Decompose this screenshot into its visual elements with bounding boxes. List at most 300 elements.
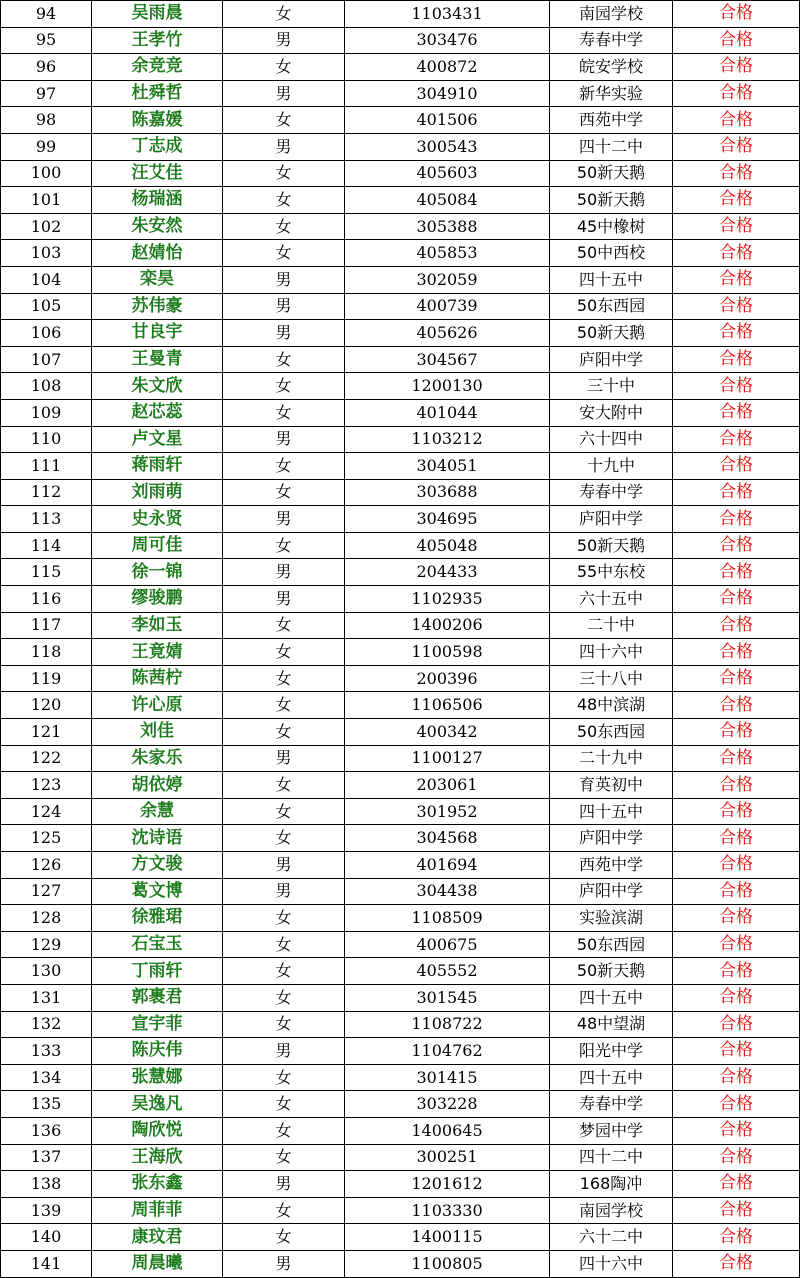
school-name-cell: 四十五中 (550, 984, 673, 1011)
table-row (1, 1250, 800, 1277)
student-name-cell: 郭裹君 (92, 984, 223, 1011)
school-name-cell: 168陶冲 (550, 1171, 673, 1198)
student-name-cell: 甘良宇 (92, 320, 223, 347)
table-row (1, 825, 800, 852)
result-status-cell: 合格 (673, 54, 800, 81)
table-row (1, 453, 800, 480)
row-number-cell: 134 (1, 1064, 92, 1091)
school-name-cell: 二十九中 (550, 745, 673, 772)
row-number-cell: 111 (1, 453, 92, 480)
school-name-cell: 50新天鹅 (550, 532, 673, 559)
result-status-cell: 合格 (673, 240, 800, 267)
table-row (1, 1224, 800, 1251)
school-name-cell: 四十二中 (550, 1144, 673, 1171)
result-status-cell: 合格 (673, 931, 800, 958)
student-id-cell: 1108509 (345, 905, 550, 932)
row-number-cell: 108 (1, 373, 92, 400)
row-number-cell: 127 (1, 878, 92, 905)
result-status-cell: 合格 (673, 80, 800, 107)
student-name-cell: 蒋雨轩 (92, 453, 223, 480)
table-row (1, 1117, 800, 1144)
table-row (1, 399, 800, 426)
table-row (1, 54, 800, 81)
table-row (1, 266, 800, 293)
student-name-cell: 周菲菲 (92, 1197, 223, 1224)
result-status-cell: 合格 (673, 532, 800, 559)
row-number-cell: 140 (1, 1224, 92, 1251)
result-status-cell: 合格 (673, 878, 800, 905)
gender-cell: 女 (223, 984, 345, 1011)
school-name-cell: 48中滨湖 (550, 692, 673, 719)
row-number-cell: 141 (1, 1250, 92, 1277)
result-status-cell: 合格 (673, 1250, 800, 1277)
school-name-cell: 南园学校 (550, 1197, 673, 1224)
table-row (1, 373, 800, 400)
gender-cell: 男 (223, 80, 345, 107)
school-name-cell: 西苑中学 (550, 107, 673, 134)
gender-cell: 女 (223, 54, 345, 81)
student-id-cell: 405626 (345, 320, 550, 347)
student-id-cell: 401044 (345, 399, 550, 426)
gender-cell: 男 (223, 878, 345, 905)
gender-cell: 女 (223, 1, 345, 28)
school-name-cell: 四十二中 (550, 133, 673, 160)
result-status-cell: 合格 (673, 745, 800, 772)
school-name-cell: 六十四中 (550, 426, 673, 453)
table-row (1, 320, 800, 347)
student-id-cell: 1103330 (345, 1197, 550, 1224)
gender-cell: 男 (223, 852, 345, 879)
row-number-cell: 136 (1, 1117, 92, 1144)
result-status-cell: 合格 (673, 1171, 800, 1198)
student-id-cell: 1108722 (345, 1011, 550, 1038)
result-status-cell: 合格 (673, 506, 800, 533)
table-row (1, 187, 800, 214)
student-name-cell: 王竟婧 (92, 639, 223, 666)
student-name-cell: 沈诗语 (92, 825, 223, 852)
gender-cell: 女 (223, 399, 345, 426)
table-row (1, 107, 800, 134)
gender-cell: 男 (223, 506, 345, 533)
school-name-cell: 三十八中 (550, 665, 673, 692)
result-status-cell: 合格 (673, 293, 800, 320)
result-status-cell: 合格 (673, 905, 800, 932)
school-name-cell: 梦园中学 (550, 1117, 673, 1144)
result-status-cell: 合格 (673, 426, 800, 453)
student-id-cell: 301545 (345, 984, 550, 1011)
student-id-cell: 1400115 (345, 1224, 550, 1251)
student-name-cell: 杨瑞涵 (92, 187, 223, 214)
gender-cell: 女 (223, 1144, 345, 1171)
student-id-cell: 1104762 (345, 1038, 550, 1065)
school-name-cell: 十九中 (550, 453, 673, 480)
row-number-cell: 109 (1, 399, 92, 426)
student-id-cell: 1106506 (345, 692, 550, 719)
table-row (1, 1091, 800, 1118)
row-number-cell: 103 (1, 240, 92, 267)
row-number-cell: 126 (1, 852, 92, 879)
student-name-cell: 吴雨晨 (92, 1, 223, 28)
gender-cell: 女 (223, 931, 345, 958)
student-id-cell: 405048 (345, 532, 550, 559)
table-row (1, 559, 800, 586)
table-row (1, 745, 800, 772)
school-name-cell: 50东西园 (550, 719, 673, 746)
gender-cell: 女 (223, 160, 345, 187)
table-row (1, 1171, 800, 1198)
row-number-cell: 97 (1, 80, 92, 107)
table-row (1, 905, 800, 932)
result-status-cell: 合格 (673, 958, 800, 985)
school-name-cell: 50新天鹅 (550, 187, 673, 214)
student-name-cell: 周晨曦 (92, 1250, 223, 1277)
table-row (1, 931, 800, 958)
student-id-cell: 1400206 (345, 612, 550, 639)
school-name-cell: 48中望湖 (550, 1011, 673, 1038)
student-name-cell: 徐雅珺 (92, 905, 223, 932)
results-table-body (1, 1, 800, 1278)
student-name-cell: 卢文星 (92, 426, 223, 453)
student-name-cell: 苏伟豪 (92, 293, 223, 320)
school-name-cell: 四十六中 (550, 1250, 673, 1277)
row-number-cell: 119 (1, 665, 92, 692)
student-id-cell: 304438 (345, 878, 550, 905)
student-name-cell: 史永贤 (92, 506, 223, 533)
table-row (1, 639, 800, 666)
result-status-cell: 合格 (673, 160, 800, 187)
school-name-cell: 阳光中学 (550, 1038, 673, 1065)
student-id-cell: 303476 (345, 27, 550, 54)
student-id-cell: 304567 (345, 346, 550, 373)
table-row (1, 612, 800, 639)
student-id-cell: 1200130 (345, 373, 550, 400)
school-name-cell: 南园学校 (550, 1, 673, 28)
student-name-cell: 许心原 (92, 692, 223, 719)
row-number-cell: 128 (1, 905, 92, 932)
gender-cell: 女 (223, 772, 345, 799)
row-number-cell: 94 (1, 1, 92, 28)
school-name-cell: 六十五中 (550, 586, 673, 613)
student-name-cell: 陈嘉媛 (92, 107, 223, 134)
gender-cell: 男 (223, 586, 345, 613)
row-number-cell: 99 (1, 133, 92, 160)
gender-cell: 女 (223, 1197, 345, 1224)
student-id-cell: 304051 (345, 453, 550, 480)
student-id-cell: 302059 (345, 266, 550, 293)
table-row (1, 27, 800, 54)
row-number-cell: 118 (1, 639, 92, 666)
gender-cell: 女 (223, 825, 345, 852)
school-name-cell: 50新天鹅 (550, 958, 673, 985)
gender-cell: 女 (223, 612, 345, 639)
gender-cell: 男 (223, 1171, 345, 1198)
school-name-cell: 实验滨湖 (550, 905, 673, 932)
school-name-cell: 四十六中 (550, 639, 673, 666)
row-number-cell: 124 (1, 798, 92, 825)
result-status-cell: 合格 (673, 559, 800, 586)
student-name-cell: 缪骏鹏 (92, 586, 223, 613)
school-name-cell: 新华实验 (550, 80, 673, 107)
result-status-cell: 合格 (673, 399, 800, 426)
table-row (1, 80, 800, 107)
student-name-cell: 朱安然 (92, 213, 223, 240)
gender-cell: 女 (223, 240, 345, 267)
result-status-cell: 合格 (673, 453, 800, 480)
table-row (1, 586, 800, 613)
result-status-cell: 合格 (673, 984, 800, 1011)
school-name-cell: 寿春中学 (550, 27, 673, 54)
row-number-cell: 106 (1, 320, 92, 347)
student-id-cell: 304910 (345, 80, 550, 107)
result-status-cell: 合格 (673, 1011, 800, 1038)
gender-cell: 女 (223, 798, 345, 825)
result-status-cell: 合格 (673, 213, 800, 240)
table-row (1, 1, 800, 28)
school-name-cell: 45中橡树 (550, 213, 673, 240)
table-row (1, 293, 800, 320)
student-id-cell: 405552 (345, 958, 550, 985)
student-id-cell: 304695 (345, 506, 550, 533)
gender-cell: 男 (223, 559, 345, 586)
school-name-cell: 二十中 (550, 612, 673, 639)
gender-cell: 女 (223, 187, 345, 214)
gender-cell: 女 (223, 213, 345, 240)
table-row (1, 852, 800, 879)
school-name-cell: 庐阳中学 (550, 878, 673, 905)
row-number-cell: 110 (1, 426, 92, 453)
row-number-cell: 96 (1, 54, 92, 81)
table-row (1, 346, 800, 373)
row-number-cell: 98 (1, 107, 92, 134)
gender-cell: 男 (223, 266, 345, 293)
gender-cell: 女 (223, 453, 345, 480)
student-id-cell: 405084 (345, 187, 550, 214)
gender-cell: 男 (223, 426, 345, 453)
student-name-cell: 葛文博 (92, 878, 223, 905)
table-row (1, 1144, 800, 1171)
row-number-cell: 138 (1, 1171, 92, 1198)
student-name-cell: 张东鑫 (92, 1171, 223, 1198)
student-id-cell: 401694 (345, 852, 550, 879)
gender-cell: 男 (223, 27, 345, 54)
result-status-cell: 合格 (673, 1224, 800, 1251)
table-row (1, 532, 800, 559)
table-row (1, 772, 800, 799)
table-row (1, 719, 800, 746)
gender-cell: 女 (223, 1091, 345, 1118)
result-status-cell: 合格 (673, 772, 800, 799)
school-name-cell: 55中东校 (550, 559, 673, 586)
result-status-cell: 合格 (673, 27, 800, 54)
table-row (1, 878, 800, 905)
school-name-cell: 六十二中 (550, 1224, 673, 1251)
student-id-cell: 203061 (345, 772, 550, 799)
school-name-cell: 50新天鹅 (550, 160, 673, 187)
result-status-cell: 合格 (673, 373, 800, 400)
student-name-cell: 丁志成 (92, 133, 223, 160)
school-name-cell: 庐阳中学 (550, 825, 673, 852)
result-status-cell: 合格 (673, 586, 800, 613)
row-number-cell: 102 (1, 213, 92, 240)
table-row (1, 160, 800, 187)
table-row (1, 426, 800, 453)
school-name-cell: 皖安学校 (550, 54, 673, 81)
student-name-cell: 汪艾佳 (92, 160, 223, 187)
row-number-cell: 113 (1, 506, 92, 533)
table-row (1, 213, 800, 240)
school-name-cell: 四十五中 (550, 1064, 673, 1091)
result-status-cell: 合格 (673, 639, 800, 666)
school-name-cell: 育英初中 (550, 772, 673, 799)
student-id-cell: 305388 (345, 213, 550, 240)
student-name-cell: 陈茜柠 (92, 665, 223, 692)
result-status-cell: 合格 (673, 1038, 800, 1065)
student-id-cell: 1103212 (345, 426, 550, 453)
table-row (1, 665, 800, 692)
student-name-cell: 陈庆伟 (92, 1038, 223, 1065)
result-status-cell: 合格 (673, 665, 800, 692)
student-name-cell: 朱文欣 (92, 373, 223, 400)
student-id-cell: 405603 (345, 160, 550, 187)
row-number-cell: 122 (1, 745, 92, 772)
gender-cell: 女 (223, 719, 345, 746)
student-id-cell: 1103431 (345, 1, 550, 28)
student-id-cell: 400739 (345, 293, 550, 320)
gender-cell: 女 (223, 692, 345, 719)
student-id-cell: 400872 (345, 54, 550, 81)
result-status-cell: 合格 (673, 187, 800, 214)
gender-cell: 女 (223, 107, 345, 134)
gender-cell: 男 (223, 745, 345, 772)
student-id-cell: 300251 (345, 1144, 550, 1171)
result-status-cell: 合格 (673, 719, 800, 746)
student-id-cell: 1400645 (345, 1117, 550, 1144)
row-number-cell: 131 (1, 984, 92, 1011)
school-name-cell: 庐阳中学 (550, 346, 673, 373)
gender-cell: 女 (223, 905, 345, 932)
result-status-cell: 合格 (673, 612, 800, 639)
student-id-cell: 1100598 (345, 639, 550, 666)
school-name-cell: 寿春中学 (550, 1091, 673, 1118)
gender-cell: 男 (223, 320, 345, 347)
table-row (1, 133, 800, 160)
student-name-cell: 张慧娜 (92, 1064, 223, 1091)
result-status-cell: 合格 (673, 798, 800, 825)
school-name-cell: 50新天鹅 (550, 320, 673, 347)
result-status-cell: 合格 (673, 825, 800, 852)
table-row (1, 958, 800, 985)
gender-cell: 女 (223, 958, 345, 985)
result-status-cell: 合格 (673, 692, 800, 719)
student-id-cell: 300543 (345, 133, 550, 160)
row-number-cell: 100 (1, 160, 92, 187)
result-status-cell: 合格 (673, 479, 800, 506)
student-name-cell: 杜舜哲 (92, 80, 223, 107)
result-status-cell: 合格 (673, 1144, 800, 1171)
student-id-cell: 405853 (345, 240, 550, 267)
row-number-cell: 120 (1, 692, 92, 719)
row-number-cell: 101 (1, 187, 92, 214)
result-status-cell: 合格 (673, 1091, 800, 1118)
student-name-cell: 宣宇菲 (92, 1011, 223, 1038)
student-id-cell: 1100805 (345, 1250, 550, 1277)
row-number-cell: 114 (1, 532, 92, 559)
result-status-cell: 合格 (673, 1, 800, 28)
row-number-cell: 137 (1, 1144, 92, 1171)
student-name-cell: 吴逸凡 (92, 1091, 223, 1118)
student-name-cell: 朱家乐 (92, 745, 223, 772)
student-name-cell: 康玟君 (92, 1224, 223, 1251)
student-id-cell: 1201612 (345, 1171, 550, 1198)
result-status-cell: 合格 (673, 852, 800, 879)
gender-cell: 女 (223, 373, 345, 400)
gender-cell: 女 (223, 1011, 345, 1038)
row-number-cell: 132 (1, 1011, 92, 1038)
school-name-cell: 西苑中学 (550, 852, 673, 879)
student-name-cell: 栾昊 (92, 266, 223, 293)
student-id-cell: 304568 (345, 825, 550, 852)
table-row (1, 984, 800, 1011)
student-name-cell: 陶欣悦 (92, 1117, 223, 1144)
table-row (1, 240, 800, 267)
gender-cell: 女 (223, 346, 345, 373)
student-name-cell: 石宝玉 (92, 931, 223, 958)
row-number-cell: 112 (1, 479, 92, 506)
row-number-cell: 116 (1, 586, 92, 613)
school-name-cell: 50东西园 (550, 293, 673, 320)
student-id-cell: 303688 (345, 479, 550, 506)
table-row (1, 1197, 800, 1224)
row-number-cell: 123 (1, 772, 92, 799)
gender-cell: 女 (223, 1117, 345, 1144)
row-number-cell: 125 (1, 825, 92, 852)
school-name-cell: 四十五中 (550, 266, 673, 293)
student-id-cell: 204433 (345, 559, 550, 586)
row-number-cell: 139 (1, 1197, 92, 1224)
student-id-cell: 1100127 (345, 745, 550, 772)
gender-cell: 女 (223, 1064, 345, 1091)
student-name-cell: 李如玉 (92, 612, 223, 639)
gender-cell: 女 (223, 479, 345, 506)
result-status-cell: 合格 (673, 133, 800, 160)
gender-cell: 女 (223, 639, 345, 666)
table-row (1, 479, 800, 506)
table-row (1, 692, 800, 719)
row-number-cell: 121 (1, 719, 92, 746)
student-id-cell: 303228 (345, 1091, 550, 1118)
school-name-cell: 四十五中 (550, 798, 673, 825)
gender-cell: 男 (223, 1038, 345, 1065)
student-name-cell: 方文骏 (92, 852, 223, 879)
gender-cell: 女 (223, 665, 345, 692)
student-name-cell: 王海欣 (92, 1144, 223, 1171)
student-name-cell: 余竞竞 (92, 54, 223, 81)
school-name-cell: 寿春中学 (550, 479, 673, 506)
student-name-cell: 胡依婷 (92, 772, 223, 799)
student-name-cell: 刘佳 (92, 719, 223, 746)
student-name-cell: 余慧 (92, 798, 223, 825)
result-status-cell: 合格 (673, 1117, 800, 1144)
result-status-cell: 合格 (673, 1064, 800, 1091)
student-id-cell: 1102935 (345, 586, 550, 613)
student-name-cell: 刘雨萌 (92, 479, 223, 506)
row-number-cell: 135 (1, 1091, 92, 1118)
student-id-cell: 401506 (345, 107, 550, 134)
row-number-cell: 130 (1, 958, 92, 985)
school-name-cell: 三十中 (550, 373, 673, 400)
student-name-cell: 王曼青 (92, 346, 223, 373)
row-number-cell: 107 (1, 346, 92, 373)
